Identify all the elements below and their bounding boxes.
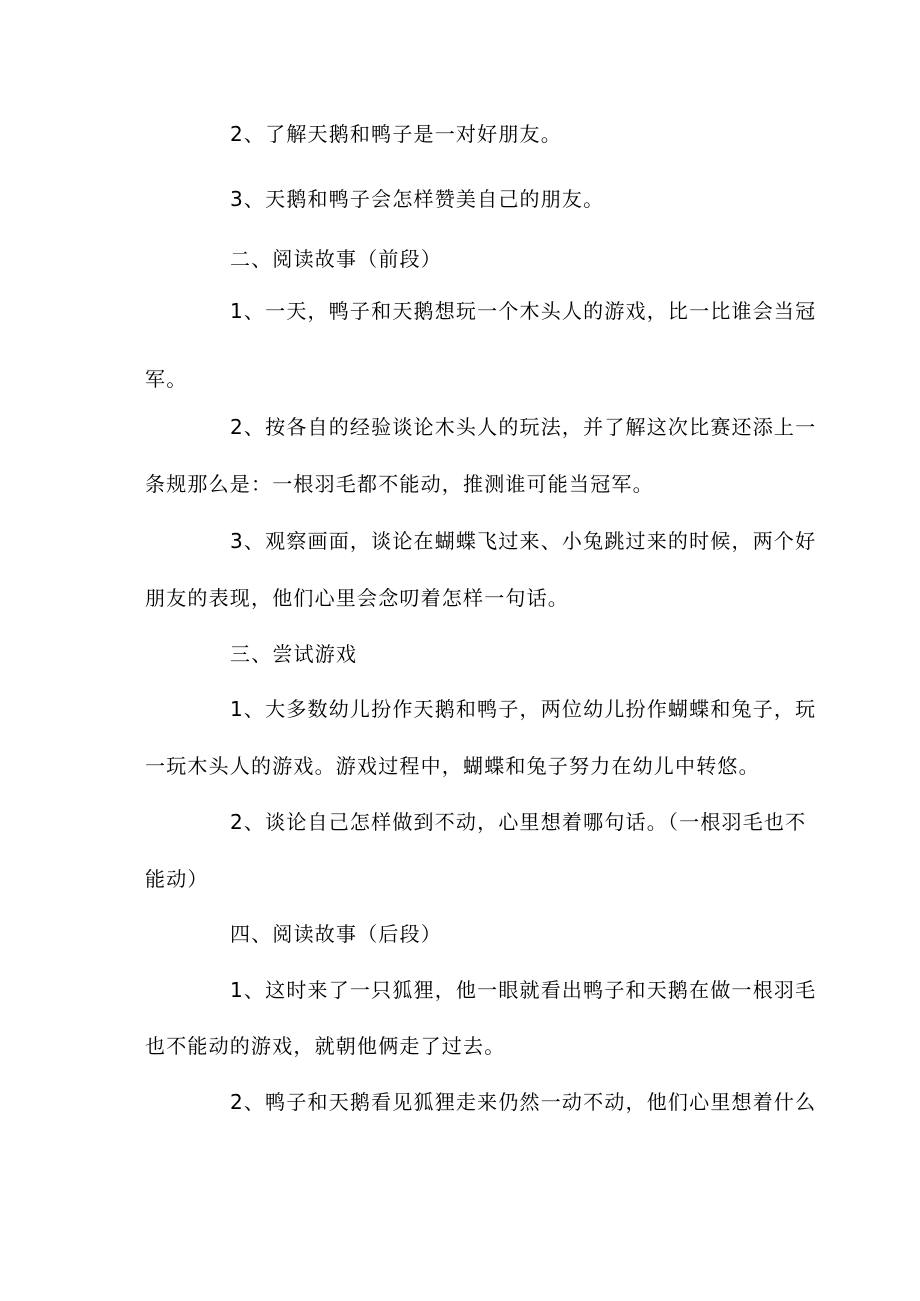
paragraph-line: 一玩木头人的游戏。游戏过程中，蝴蝶和兔子努力在幼儿中转悠。	[145, 754, 760, 778]
paragraph-line: 军。	[145, 367, 188, 391]
section-heading: 二、阅读故事（前段）	[230, 247, 442, 271]
paragraph-line: 能动）	[145, 867, 209, 891]
section-heading: 三、尝试游戏	[230, 642, 358, 666]
paragraph-line: 1、大多数幼儿扮作天鹅和鸭子，两位幼儿扮作蝴蝶和兔子，玩	[230, 697, 817, 721]
paragraph-line: 1、这时来了一只狐狸，他一眼就看出鸭子和天鹅在做一根羽毛	[230, 978, 817, 1002]
paragraph-line: 也不能动的游戏，就朝他俩走了过去。	[145, 1034, 506, 1058]
section-heading: 四、阅读故事（后段）	[230, 922, 442, 946]
paragraph-line: 3、天鹅和鸭子会怎样赞美自己的朋友。	[230, 187, 605, 211]
paragraph-line: 条规那么是：一根羽毛都不能动，推测谁可能当冠军。	[145, 472, 654, 496]
paragraph-line: 朋友的表现，他们心里会念叨着怎样一句话。	[145, 586, 569, 610]
paragraph-line: 2、了解天鹅和鸭子是一对好朋友。	[230, 122, 562, 146]
paragraph-line: 2、按各自的经验谈论木头人的玩法，并了解这次比赛还添上一	[230, 415, 817, 439]
paragraph-line: 2、鸭子和天鹅看见狐狸走来仍然一动不动，他们心里想着什么	[230, 1090, 817, 1114]
paragraph-line: 1、一天，鸭子和天鹅想玩一个木头人的游戏，比一比谁会当冠	[230, 299, 817, 323]
paragraph-line: 2、谈论自己怎样做到不动，心里想着哪句话。（一根羽毛也不	[230, 810, 807, 834]
paragraph-line: 3、观察画面，谈论在蝴蝶飞过来、小兔跳过来的时候，两个好	[230, 529, 817, 553]
